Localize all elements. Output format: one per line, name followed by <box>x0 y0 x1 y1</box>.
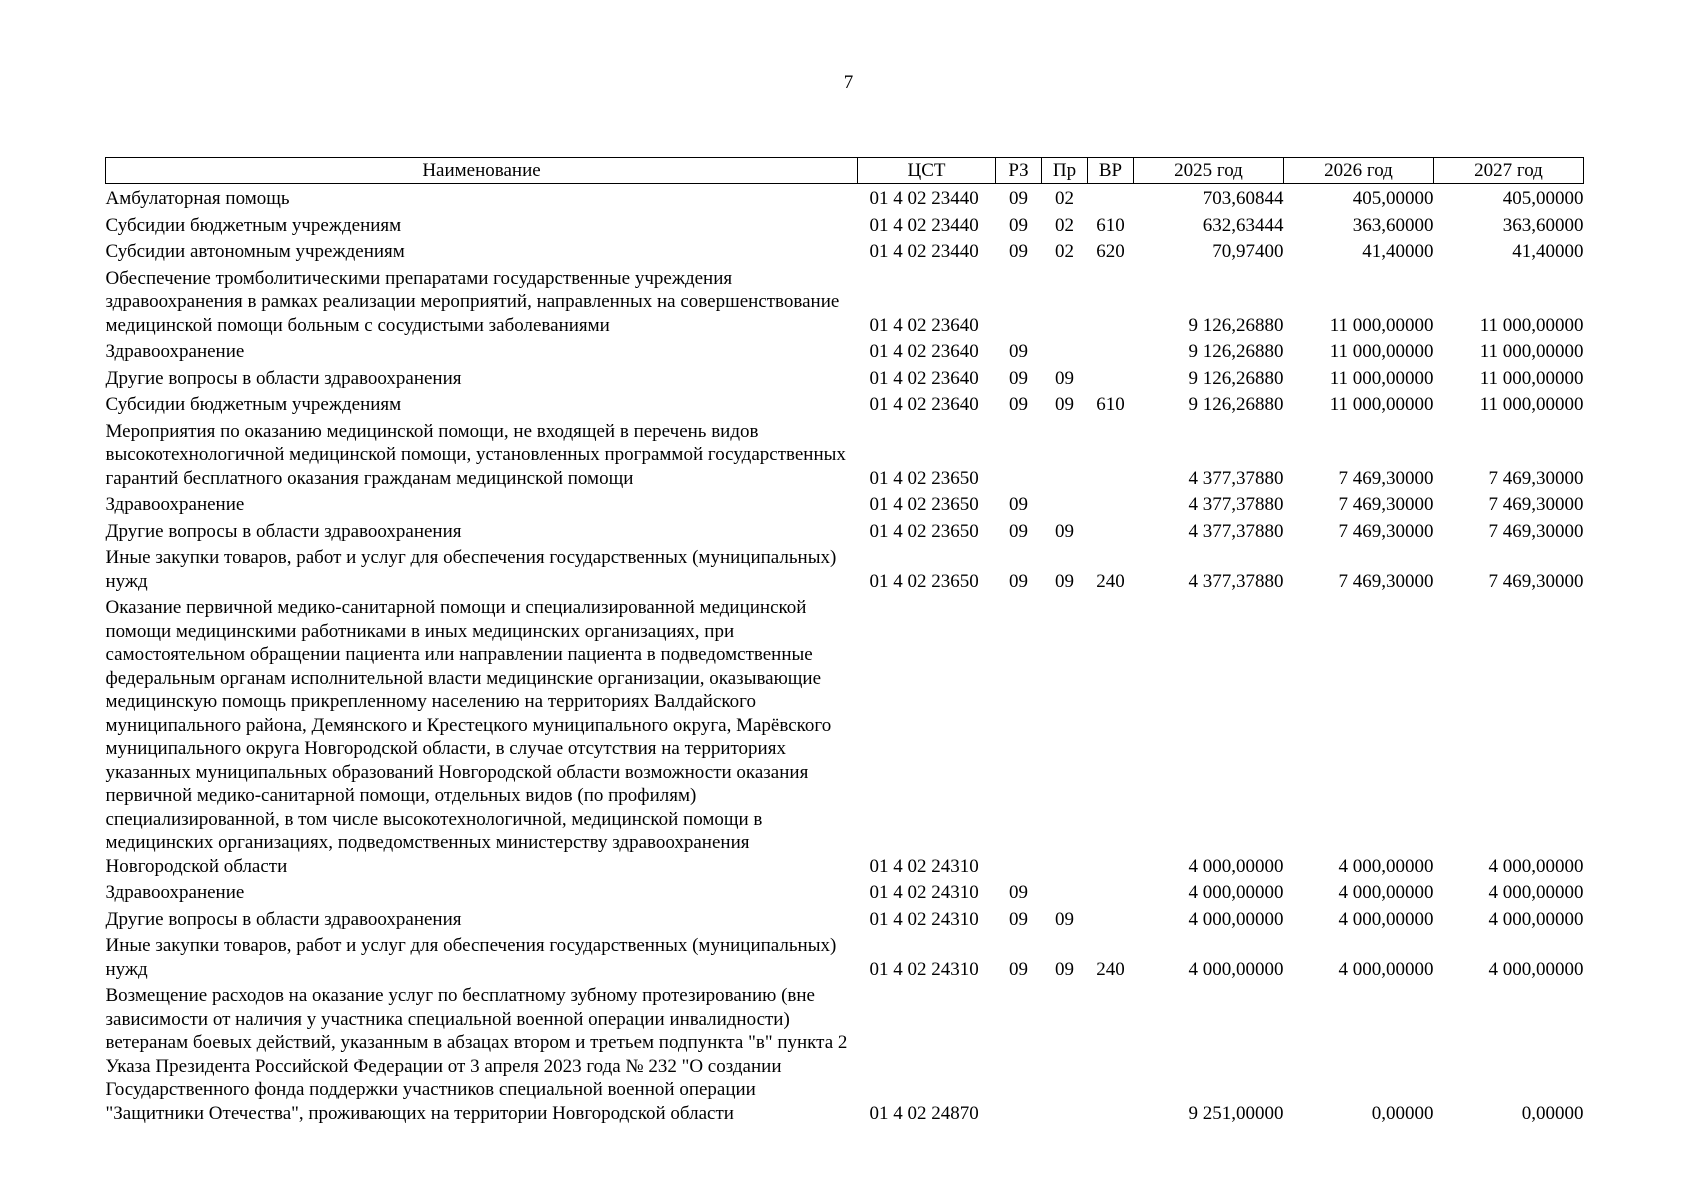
row-pr <box>1042 417 1088 491</box>
row-name: Иные закупки товаров, работ и услуг для обеспечения государственных (муниципальных) нужд <box>105 547 837 592</box>
row-name: Оказание первичной медико-санитарной помощи и специализированной медицинской помощи медицинскими работниками в иных медицинских организациях, при самостоятельном обращении пациента или направлении пациента в подведомственные федеральным органам исполнительной власти медицинские организации, оказывающие медицинскую помощь прикрепленному населению на территориях Валдайского муниципального района, Демянского и Крестецкого муниципального округа, Марёвского муниципального округа Новгородской области, в случае отсутствия на территориях указанных муниципальных образований Новгородской области возможности оказания первичной медико-санитарной помощи, отдельных видов (по профилям) специализированной, в том числе высокотехнологичной, медицинской помощи в медицинских организациях, подведомственных министерству здравоохранения Новгородской области <box>105 597 832 877</box>
row-pr <box>1042 490 1088 517</box>
row-value-2026: 11 000,00000 <box>1329 367 1434 389</box>
row-vr <box>1088 490 1134 517</box>
table-row <box>106 211 1584 238</box>
row-pr: 09 <box>1055 394 1074 415</box>
row-name: Обеспечение тромболитическими препаратами государственные учреждения здравоохранения в рамках реализации мероприятий, направленных на совершенствование медицинской помощи больным с сосудистыми заболеваниями <box>105 267 840 336</box>
row-cst: 01 4 02 24310 <box>869 855 979 877</box>
row-cst: 01 4 02 23650 <box>869 520 979 542</box>
row-cst: 01 4 02 23440 <box>869 241 979 262</box>
row-value-2027: 11 000,00000 <box>1479 314 1584 336</box>
table-row <box>106 931 1584 981</box>
row-pr <box>1042 337 1088 364</box>
row-value-2025: 4 377,37880 <box>1188 467 1284 489</box>
row-value-2026: 11 000,00000 <box>1329 314 1434 336</box>
table-row <box>106 543 1584 593</box>
row-name: Другие вопросы в области здравоохранения <box>105 520 462 542</box>
row-vr <box>1088 264 1134 338</box>
row-value-2026: 11 000,00000 <box>1329 394 1434 415</box>
row-value-2027: 4 000,00000 <box>1488 855 1584 877</box>
row-value-2026: 363,60000 <box>1352 214 1434 236</box>
row-pr <box>1042 593 1088 878</box>
row-value-2025: 4 377,37880 <box>1188 570 1284 592</box>
row-value-2027: 405,00000 <box>1502 188 1584 209</box>
header-rz: РЗ <box>996 158 1042 184</box>
row-value-2026: 7 469,30000 <box>1338 520 1434 542</box>
row-value-2025: 632,63444 <box>1202 214 1284 236</box>
row-value-2026: 7 469,30000 <box>1338 467 1434 489</box>
row-value-2026: 11 000,00000 <box>1329 341 1434 362</box>
row-rz: 09 <box>1009 494 1028 515</box>
table-row <box>106 490 1584 517</box>
row-value-2025: 9 251,00000 <box>1188 1102 1284 1124</box>
row-rz: 09 <box>1009 520 1028 542</box>
row-value-2027: 7 469,30000 <box>1488 570 1584 592</box>
row-value-2027: 7 469,30000 <box>1488 520 1584 542</box>
row-vr <box>1088 878 1134 905</box>
row-value-2025: 9 126,26880 <box>1188 367 1284 389</box>
table-row <box>106 184 1584 211</box>
row-cst: 01 4 02 23440 <box>869 214 979 236</box>
row-cst: 01 4 02 24310 <box>869 882 979 903</box>
row-vr: 240 <box>1096 570 1125 592</box>
row-value-2025: 4 377,37880 <box>1188 520 1284 542</box>
row-vr <box>1088 337 1134 364</box>
row-value-2026: 405,00000 <box>1352 188 1434 209</box>
row-vr <box>1088 905 1134 932</box>
table-row <box>106 593 1584 878</box>
row-value-2025: 703,60844 <box>1202 188 1284 209</box>
row-vr <box>1088 981 1134 1125</box>
row-value-2027: 7 469,30000 <box>1488 494 1584 515</box>
row-rz <box>996 981 1042 1125</box>
row-value-2026: 7 469,30000 <box>1338 570 1434 592</box>
table-row <box>106 237 1584 264</box>
row-cst: 01 4 02 23650 <box>869 570 979 592</box>
row-cst: 01 4 02 24870 <box>869 1102 979 1124</box>
row-cst: 01 4 02 23640 <box>869 341 979 362</box>
row-value-2025: 4 000,00000 <box>1188 908 1284 930</box>
row-value-2027: 7 469,30000 <box>1488 467 1584 489</box>
row-name: Здравоохранение <box>105 882 245 903</box>
row-name: Иные закупки товаров, работ и услуг для обеспечения государственных (муниципальных) нужд <box>105 935 837 980</box>
row-pr: 02 <box>1055 214 1074 236</box>
row-value-2025: 4 000,00000 <box>1188 882 1284 903</box>
row-pr: 09 <box>1055 958 1074 980</box>
row-rz: 09 <box>1009 882 1028 903</box>
table-row <box>106 905 1584 932</box>
row-vr: 610 <box>1096 214 1125 236</box>
row-pr: 09 <box>1055 367 1074 389</box>
table-row <box>106 417 1584 491</box>
row-value-2025: 4 000,00000 <box>1188 958 1284 980</box>
row-rz: 09 <box>1009 214 1028 236</box>
row-value-2027: 4 000,00000 <box>1488 958 1584 980</box>
row-name: Субсидии автономным учреждениям <box>105 241 405 262</box>
row-cst: 01 4 02 23650 <box>869 494 979 515</box>
row-value-2027: 4 000,00000 <box>1488 908 1584 930</box>
row-cst: 01 4 02 24310 <box>869 958 979 980</box>
row-rz: 09 <box>1009 341 1028 362</box>
header-name: Наименование <box>106 158 858 184</box>
row-rz: 09 <box>1009 188 1028 209</box>
row-value-2025: 4 377,37880 <box>1188 494 1284 515</box>
table-row <box>106 390 1584 417</box>
row-value-2026: 0,00000 <box>1371 1102 1434 1124</box>
header-2025: 2025 год <box>1134 158 1284 184</box>
row-vr <box>1088 517 1134 544</box>
table-row <box>106 981 1584 1125</box>
row-value-2027: 11 000,00000 <box>1479 394 1584 415</box>
row-rz <box>996 264 1042 338</box>
row-vr <box>1088 184 1134 211</box>
header-2026: 2026 год <box>1284 158 1434 184</box>
row-rz: 09 <box>1009 394 1028 415</box>
header-pr: Пр <box>1042 158 1088 184</box>
row-vr: 620 <box>1096 241 1125 262</box>
row-value-2026: 4 000,00000 <box>1338 908 1434 930</box>
row-rz: 09 <box>1009 241 1028 262</box>
table-header-row <box>106 158 1584 184</box>
row-rz: 09 <box>1009 958 1028 980</box>
header-2027: 2027 год <box>1434 158 1584 184</box>
row-rz: 09 <box>1009 367 1028 389</box>
row-name: Другие вопросы в области здравоохранения <box>105 908 462 930</box>
row-name: Амбулаторная помощь <box>105 188 290 209</box>
header-vr: ВР <box>1088 158 1134 184</box>
row-cst: 01 4 02 23640 <box>869 367 979 389</box>
row-vr <box>1088 364 1134 391</box>
row-name: Здравоохранение <box>105 494 245 515</box>
row-cst: 01 4 02 23650 <box>869 467 979 489</box>
row-rz <box>996 593 1042 878</box>
header-cst: ЦСТ <box>858 158 996 184</box>
row-rz: 09 <box>1009 570 1028 592</box>
row-value-2026: 41,40000 <box>1362 241 1434 262</box>
row-cst: 01 4 02 23440 <box>869 188 979 209</box>
row-pr <box>1042 981 1088 1125</box>
table-row <box>106 878 1584 905</box>
row-pr <box>1042 878 1088 905</box>
row-name: Возмещение расходов на оказание услуг по бесплатному зубному протезированию (вне зависимости от наличия у участника специальной военной операции инвалидности) ветеранам боевых действий, указанным в абзацах втором и третьем подпункта "в" пункта 2 Указа Президента Российской Федерации от 3 апреля 2023 года № 232 "О создании Государственного фонда поддержки участников специальной военной операции "Защитники Отечества", проживающих на территории Новгородской области <box>105 985 848 1124</box>
row-value-2026: 4 000,00000 <box>1338 958 1434 980</box>
row-name: Мероприятия по оказанию медицинской помощи, не входящей в перечень видов высокотехнологичной медицинской помощи, установленных программой государственных гарантий бесплатного оказания гражданам медицинской помощи <box>105 420 846 489</box>
row-cst: 01 4 02 23640 <box>869 314 979 336</box>
row-pr: 09 <box>1055 520 1074 542</box>
row-value-2027: 41,40000 <box>1512 241 1584 262</box>
table-row <box>106 337 1584 364</box>
row-value-2027: 363,60000 <box>1502 214 1584 236</box>
row-value-2026: 4 000,00000 <box>1338 855 1434 877</box>
row-value-2025: 9 126,26880 <box>1188 314 1284 336</box>
row-value-2026: 4 000,00000 <box>1338 882 1434 903</box>
row-vr: 240 <box>1096 958 1125 980</box>
row-name: Здравоохранение <box>105 341 245 362</box>
row-pr: 02 <box>1055 241 1074 262</box>
row-vr: 610 <box>1096 394 1125 415</box>
row-rz <box>996 417 1042 491</box>
row-value-2027: 11 000,00000 <box>1479 341 1584 362</box>
row-vr <box>1088 417 1134 491</box>
row-name: Другие вопросы в области здравоохранения <box>105 367 462 389</box>
row-value-2025: 70,97400 <box>1212 241 1284 262</box>
row-value-2027: 11 000,00000 <box>1479 367 1584 389</box>
row-value-2026: 7 469,30000 <box>1338 494 1434 515</box>
row-value-2025: 9 126,26880 <box>1188 394 1284 415</box>
row-pr: 02 <box>1055 188 1074 209</box>
row-value-2027: 4 000,00000 <box>1488 882 1584 903</box>
table-row <box>106 364 1584 391</box>
table-body <box>106 184 1584 1126</box>
row-name: Субсидии бюджетным учреждениям <box>105 394 402 415</box>
table-row <box>106 517 1584 544</box>
row-cst: 01 4 02 23640 <box>869 394 979 415</box>
row-pr <box>1042 264 1088 338</box>
row-vr <box>1088 593 1134 878</box>
table-row <box>106 264 1584 338</box>
row-value-2025: 9 126,26880 <box>1188 341 1284 362</box>
row-value-2025: 4 000,00000 <box>1188 855 1284 877</box>
row-name: Субсидии бюджетным учреждениям <box>105 214 402 236</box>
row-pr: 09 <box>1055 908 1074 930</box>
budget-table <box>105 157 1584 1125</box>
row-rz: 09 <box>1009 908 1028 930</box>
row-cst: 01 4 02 24310 <box>869 908 979 930</box>
row-value-2027: 0,00000 <box>1521 1102 1584 1124</box>
page-number: 7 <box>843 72 854 93</box>
row-pr: 09 <box>1055 570 1074 592</box>
